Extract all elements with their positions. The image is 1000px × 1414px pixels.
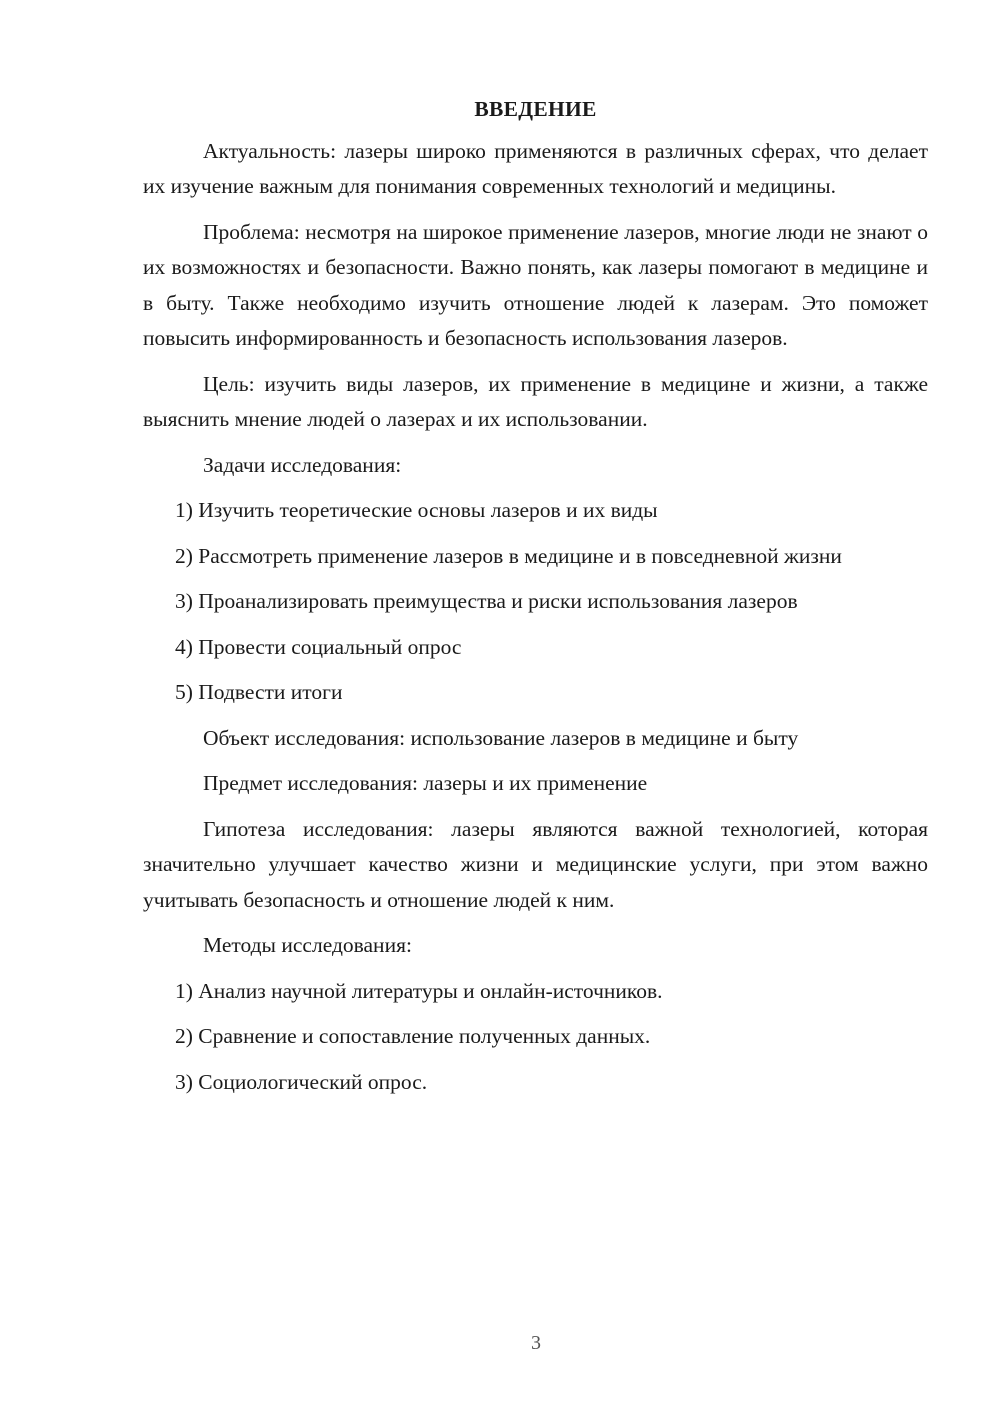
hypothesis-paragraph: Гипотеза исследования: лазеры являются важной технологией, которая значительно улучшает качество жизни и медицинские услуги, при этом важно учитывать безопасность и отношение людей к ним.: [143, 816, 928, 912]
document-page: [143, 92, 928, 1110]
relevance-paragraph: Актуальность: лазеры широко применяются в различных сферах, что делает их изучение важным для понимания современных технологий и медицины.: [143, 138, 928, 198]
method-item-3: 3) Социологический опрос.: [175, 1069, 428, 1094]
task-item-3: 3) Проанализировать преимущества и риски использования лазеров: [175, 589, 798, 613]
section-title: ВВЕДЕНИЕ: [474, 97, 597, 121]
methods-heading: Методы исследования:: [203, 933, 412, 957]
object-line: Объект исследования: использование лазеров в медицине и быту: [203, 725, 799, 750]
task-item-4: 4) Провести социальный опрос: [175, 634, 462, 659]
method-item-2: 2) Сравнение и сопоставление полученных данных.: [175, 1024, 651, 1048]
task-item-5: 5) Подвести итоги: [175, 680, 343, 704]
subject-line: Предмет исследования: лазеры и их применение: [203, 771, 648, 795]
tasks-heading: Задачи исследования:: [203, 452, 402, 477]
method-item-1: 1) Анализ научной литературы и онлайн-источников.: [175, 978, 663, 1003]
task-item-2: 2) Рассмотреть применение лазеров в медицине и в повседневной жизни: [175, 543, 842, 568]
goal-paragraph: Цель: изучить виды лазеров, их применение в медицине и жизни, а также выяснить мнение людей о лазерах и их использовании.: [143, 371, 928, 431]
problem-paragraph: Проблема: несмотря на широкое применение лазеров, многие люди не знают о их возможностях и безопасности. Важно понять, как лазеры помогают в медицине и в быту. Также необходимо изучить отношение людей к лазерам. Это поможет повысить информированность и безопасность использования лазеров.: [143, 219, 928, 350]
task-item-1: 1) Изучить теоретические основы лазеров и их виды: [175, 498, 658, 522]
page-number: 3: [531, 1332, 541, 1354]
